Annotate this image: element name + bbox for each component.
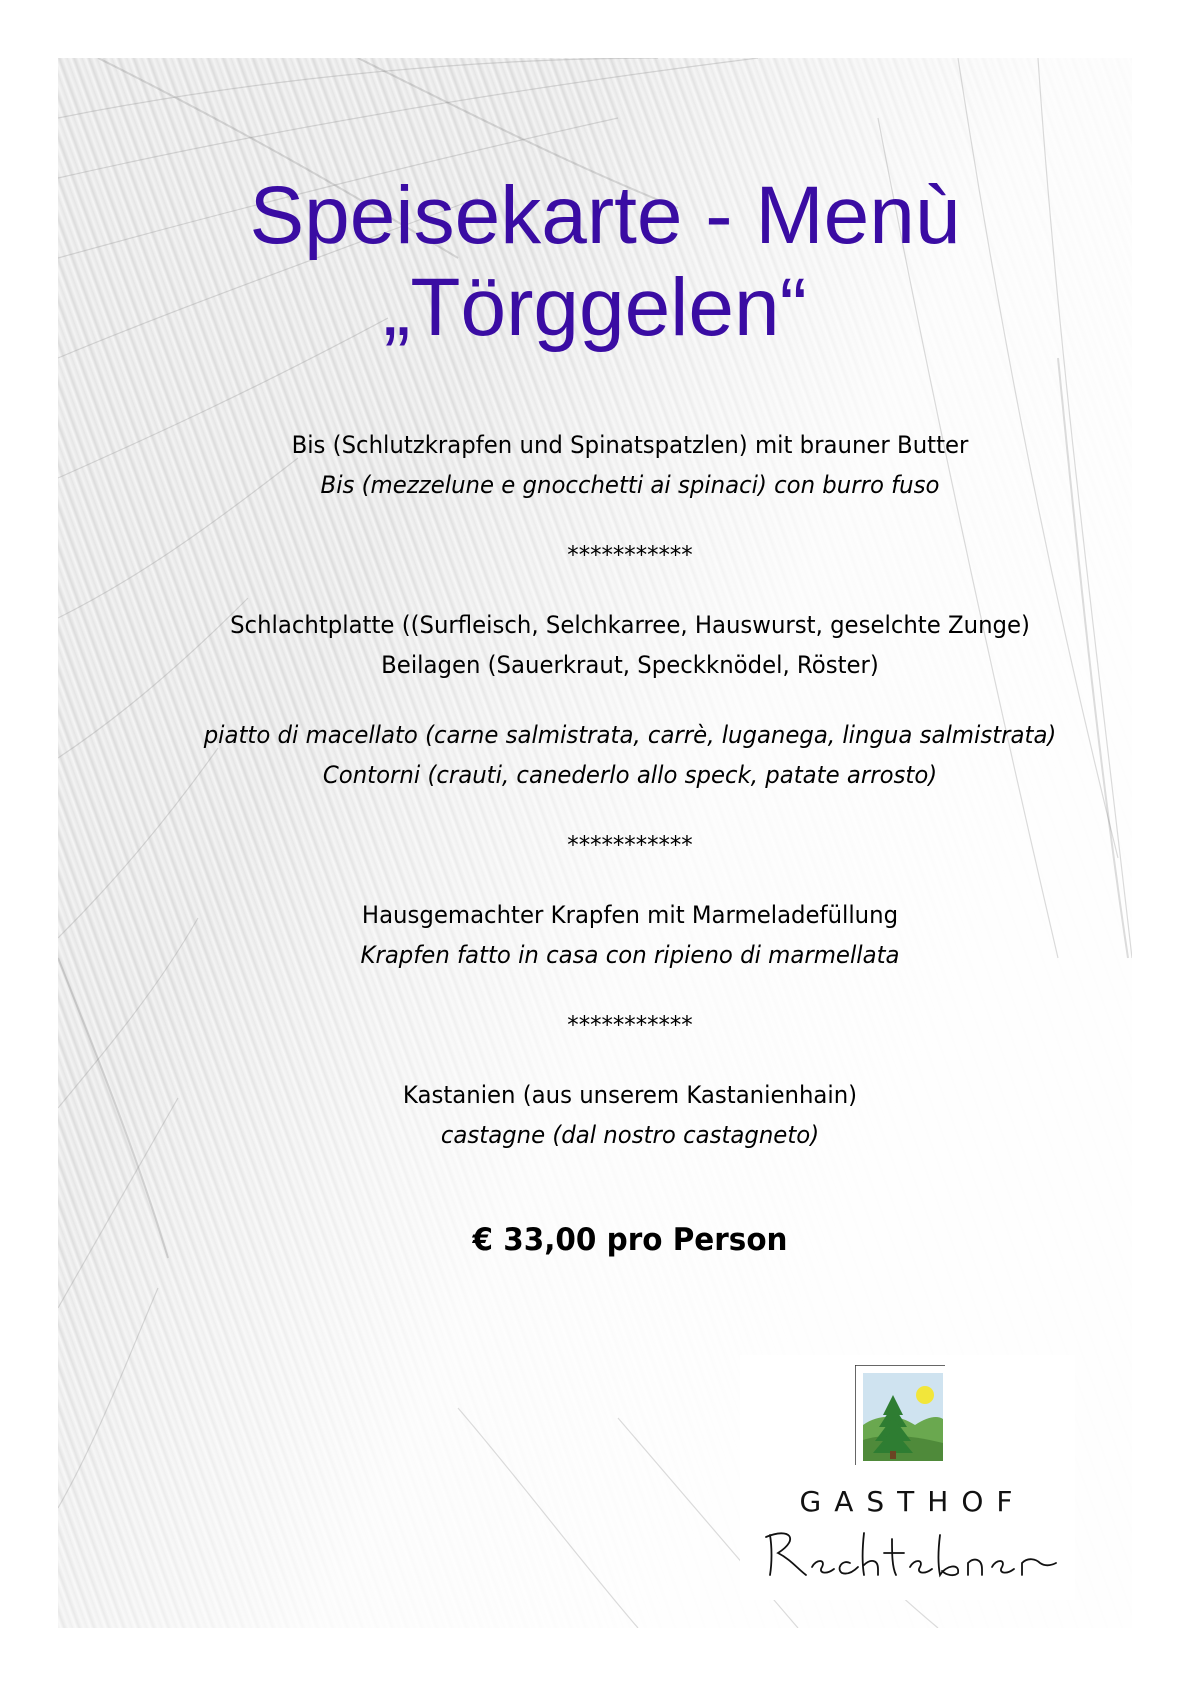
- gasthof-logo: [740, 1355, 1075, 1600]
- menu-content: [127, 425, 1134, 1265]
- price: € 33,00 pro Person: [472, 1222, 788, 1258]
- separator-3: ***********: [567, 1011, 693, 1039]
- separator-2: ***********: [567, 831, 693, 859]
- logo-script-signature: [760, 1523, 1060, 1583]
- title-line-1: Speisekarte - Menù: [249, 170, 961, 261]
- course4-italian: castagne (dal nostro castagneto): [440, 1121, 820, 1149]
- logo-wordmark: GASTHOF: [799, 1485, 1026, 1518]
- menu-title: [185, 170, 1065, 375]
- course2-italian-line1: piatto di macellato (carne salmistrata, carrè, luganega, lingua salmistrata): [203, 721, 1057, 749]
- course2-german-line1: Schlachtplatte ((Surfleisch, Selchkarree, Hauswurst, geselchte Zunge): [230, 611, 1030, 639]
- course3-italian: Krapfen fatto in casa con ripieno di marmellata: [360, 941, 900, 969]
- course2-italian-line2: Contorni (crauti, canederlo allo speck, patate arrosto): [322, 761, 938, 789]
- course1-italian: Bis (mezzelune e gnocchetti ai spinaci) con burro fuso: [320, 471, 940, 499]
- separator-1: ***********: [567, 541, 693, 569]
- tree-landscape-icon: [855, 1365, 945, 1465]
- course2-german-line2: Beilagen (Sauerkraut, Speckknödel, Röster): [381, 651, 879, 679]
- title-line-2: „Törggelen“: [383, 262, 807, 353]
- course1-german: Bis (Schlutzkrapfen und Spinatspatzlen) mit brauner Butter: [291, 431, 969, 459]
- course3-german: Hausgemachter Krapfen mit Marmeladefüllung: [361, 901, 899, 929]
- course4-german: Kastanien (aus unserem Kastanienhain): [402, 1081, 858, 1109]
